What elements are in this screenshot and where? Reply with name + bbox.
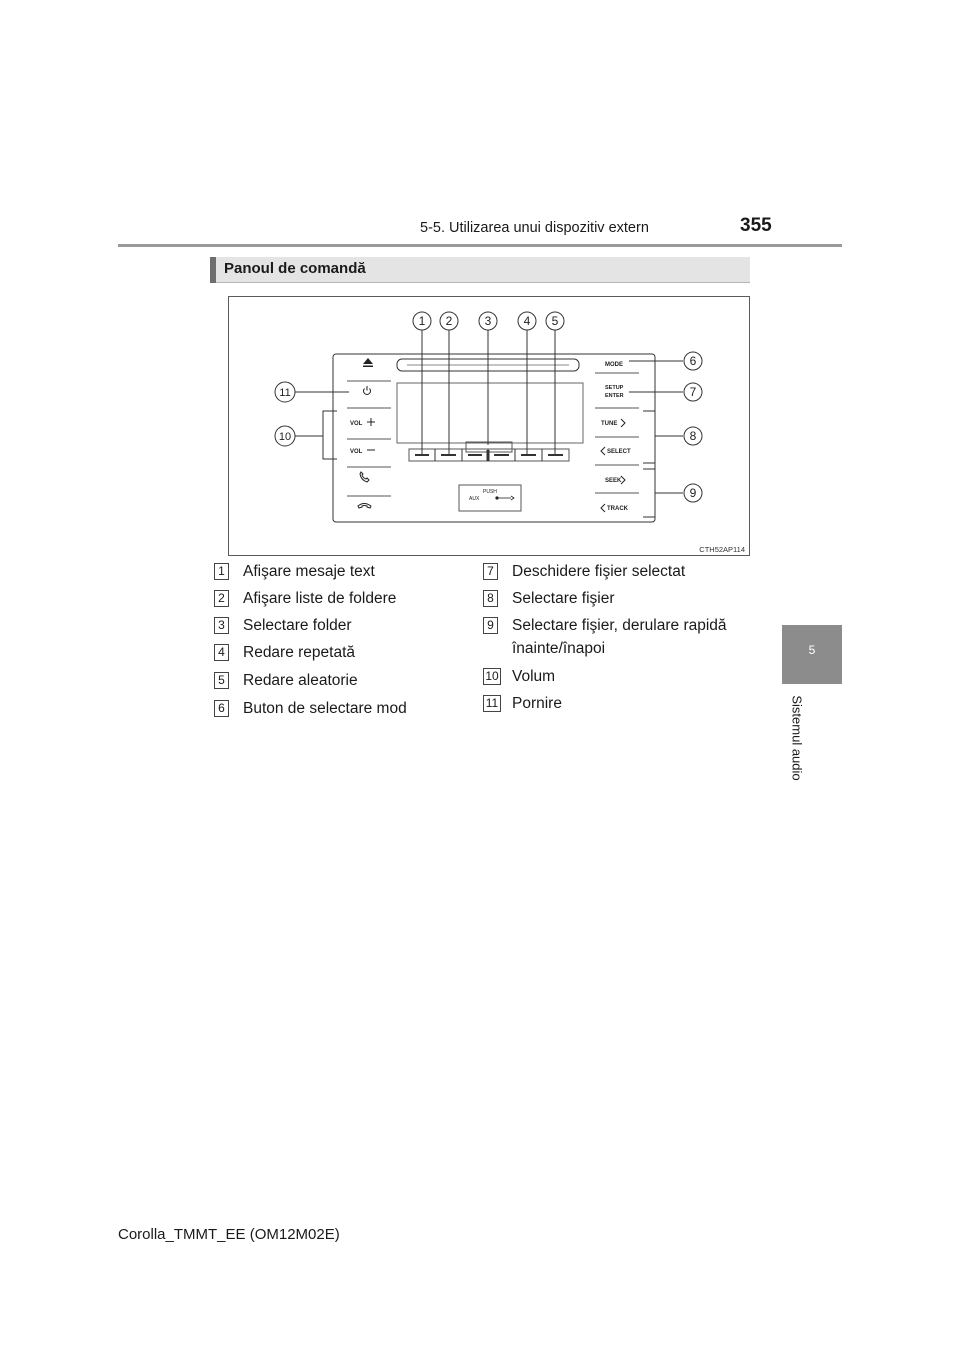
mode-label: MODE — [605, 362, 623, 368]
legend-text: Pornire — [512, 695, 562, 712]
setup-label: SETUP — [605, 385, 624, 391]
audio-unit-outline — [333, 354, 655, 522]
callout-4-label: 4 — [523, 314, 531, 328]
select-arrow-icon — [601, 447, 605, 455]
phone-hangup-icon — [358, 504, 371, 509]
plus-icon — [367, 418, 375, 426]
legend-text: Selectare folder — [243, 617, 352, 634]
callout-1-label: 1 — [418, 314, 426, 328]
section-heading — [210, 257, 750, 283]
power-icon — [364, 386, 371, 394]
legend-number: 10 — [483, 668, 501, 685]
callout-2-label: 2 — [445, 314, 453, 328]
control-panel-figure — [228, 296, 750, 556]
track-arrow-icon — [601, 504, 605, 512]
legend-number: 7 — [483, 563, 498, 580]
tune-arrow-icon — [621, 419, 625, 427]
header-rule — [118, 244, 842, 247]
legend-text: Redare repetată — [243, 644, 356, 661]
select-label: SELECT — [607, 449, 631, 455]
vol-down-label: VOL — [350, 449, 363, 455]
legend-text: Redare aleatorie — [243, 672, 358, 689]
vol-up-label: VOL — [350, 421, 363, 427]
header-section-title: 5-5. Utilizarea unui dispozitiv extern — [420, 220, 649, 236]
legend-number: 1 — [214, 563, 229, 580]
push-label: PUSH — [483, 489, 497, 495]
legend-text: Buton de selectare mod — [243, 700, 407, 717]
callout-10-label: 10 — [278, 431, 292, 443]
callout-5-label: 5 — [551, 314, 559, 328]
aux-label: AUX — [469, 496, 480, 502]
usb-icon — [496, 496, 514, 500]
callout-11-label: 11 — [279, 387, 291, 399]
tune-label: TUNE — [601, 421, 618, 427]
control-panel-illustration — [229, 297, 751, 557]
legend-number: 9 — [483, 617, 498, 634]
footer-model-code: Corolla_TMMT_EE (OM12M02E) — [118, 1226, 340, 1243]
chapter-title: Sistemul audio — [789, 695, 805, 781]
legend-text: Deschidere fişier selectat — [512, 563, 686, 580]
legend-number: 8 — [483, 590, 498, 607]
page-number: 355 — [740, 215, 772, 236]
callout-7-label: 7 — [689, 385, 697, 399]
figure-code: CTH52AP114 — [699, 545, 745, 554]
preset-buttons — [409, 442, 569, 461]
callout-6-label: 6 — [689, 354, 697, 368]
legend-text: Afişare mesaje text — [243, 563, 375, 580]
legend-number: 2 — [214, 590, 229, 607]
legend-number: 11 — [483, 695, 501, 712]
legend-number: 5 — [214, 672, 229, 689]
chapter-tab — [782, 625, 842, 684]
left-button-separators — [347, 381, 391, 496]
phone-pickup-icon — [360, 472, 369, 482]
chapter-side-label — [788, 690, 806, 786]
callout-3-label: 3 — [484, 314, 492, 328]
right-button-separators — [595, 373, 639, 493]
section-heading-text: Panoul de comandă — [224, 260, 366, 277]
legend-number: 4 — [214, 644, 229, 661]
legend-number: 6 — [214, 700, 229, 717]
legend-number: 3 — [214, 617, 229, 634]
seek-arrow-icon — [621, 476, 625, 484]
callout-8-label: 8 — [689, 429, 697, 443]
legend-text: Afişare liste de foldere — [243, 590, 397, 607]
legend-text: Selectare fişier — [512, 590, 615, 607]
legend-text: Selectare fişier, derulare rapidă înainte/înapoi — [512, 617, 727, 657]
seek-label: SEEK — [605, 478, 622, 484]
legend-text: Volum — [512, 668, 556, 685]
eject-icon — [363, 358, 373, 367]
callout-9-label: 9 — [689, 486, 697, 500]
track-label: TRACK — [607, 506, 628, 512]
section-heading-bar — [210, 257, 216, 283]
chapter-number: 5 — [808, 643, 816, 657]
enter-label: ENTER — [605, 393, 624, 399]
